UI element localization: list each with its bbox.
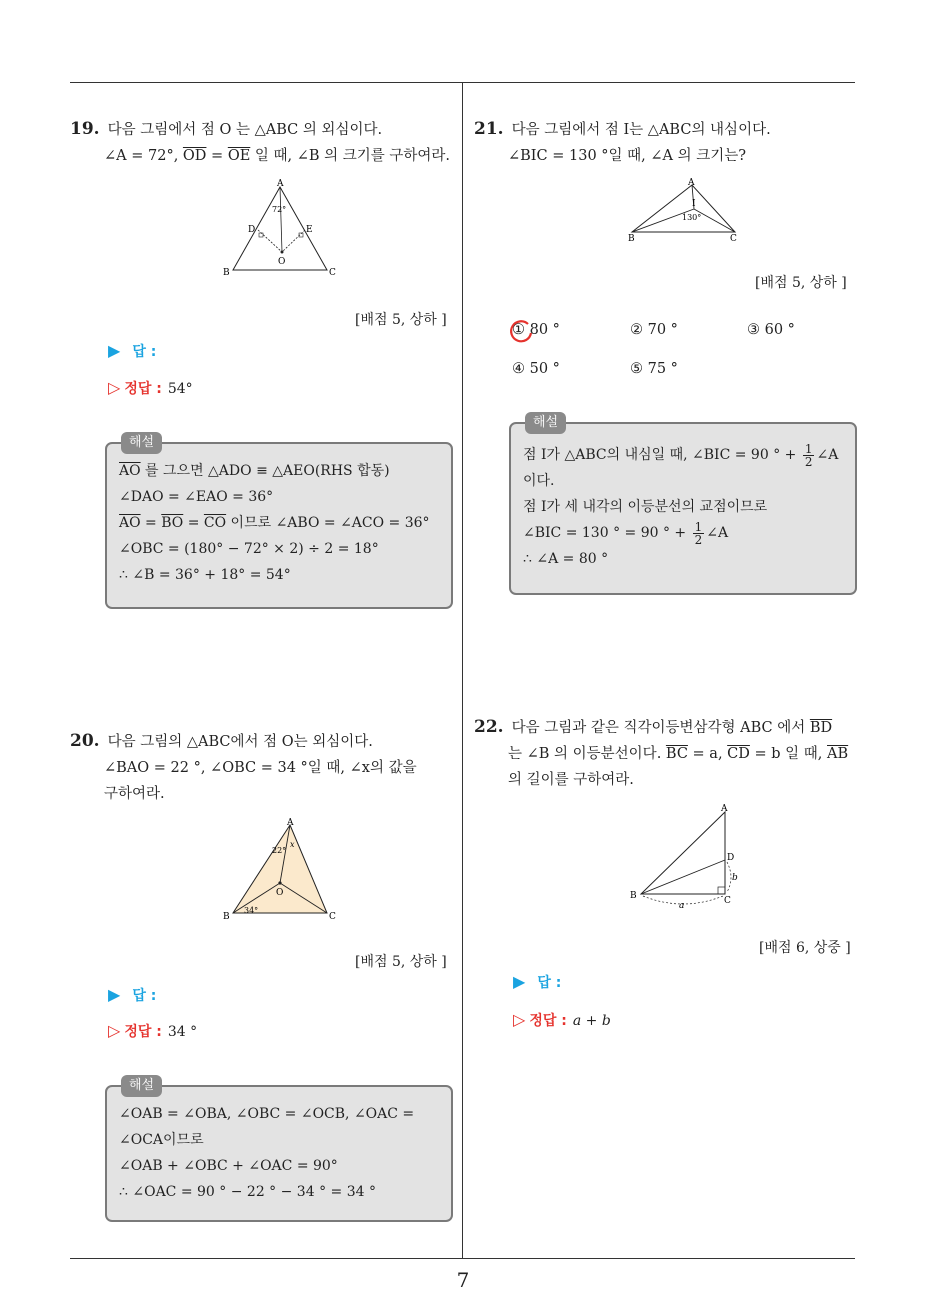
vertex-b: B: [223, 912, 230, 922]
question-prompt: 구하여라.: [104, 786, 165, 802]
choice-2[interactable]: ② 70 °: [630, 322, 678, 338]
question-condition: ∠BAO = 22 °, ∠OBC = 34 °일 때, ∠x의 값을: [104, 760, 417, 776]
point-i: I: [692, 199, 696, 209]
answer-22: ▶ 답 :: [513, 972, 562, 991]
question-19: [70, 116, 450, 169]
page-number: 7: [456, 1268, 470, 1292]
correct-answer-20: ▷ 정답 : 34 °: [108, 1021, 198, 1040]
answer-arrow-icon: ▶: [513, 972, 526, 991]
point-o: O: [278, 257, 286, 267]
question-22: 22. 다음 그림과 같은 직각이등변삼각형 ABC 에서 $\overline{BD}$ 는 ∠B 의 이등분선이다. $\overline{BC} = a$, $\overline{CD} = b$ 일 때, $\overline{AB}$ 의 길이를 구하여라.: [474, 717, 849, 788]
point-e: E: [306, 225, 313, 235]
vertex-c: C: [329, 268, 336, 278]
vertex-b: B: [630, 891, 637, 901]
question-number: 19.: [70, 119, 100, 139]
correct-arrow-icon: ▷: [108, 378, 121, 397]
column-divider: [462, 82, 463, 1258]
vertex-c: C: [724, 896, 731, 906]
score-21: [배점 5, 상하 ]: [755, 275, 847, 291]
explanation-21: 해설 점 I가 △ABC의 내심일 때, ∠BIC = 90 ° + $\frac{1}{2}$ ∠A 이다. 점 I가 세 내각의 이등분선의 교점이므로 ∠BIC = 130 ° = 90 ° + $\frac{1}{2}$ ∠A ∴ ∠A = 80 °: [509, 422, 857, 595]
angle-22-label: 22°: [272, 846, 287, 855]
vertex-c: C: [730, 234, 737, 244]
correct-answer-22: ▷ 정답 : a + b: [513, 1010, 611, 1029]
explanation-title: 해설: [525, 412, 566, 434]
score-19: [배점 5, 상하 ]: [355, 312, 447, 328]
choice-5[interactable]: ⑤ 75 °: [630, 361, 678, 377]
angle-130-label: 130°: [682, 213, 702, 222]
answer-arrow-icon: ▶: [108, 341, 121, 360]
figure-q20: [215, 815, 345, 925]
point-d: D: [727, 853, 735, 863]
vertex-b: B: [628, 234, 635, 244]
vertex-c: C: [329, 912, 336, 922]
answer-20: ▶ 답 :: [108, 985, 157, 1004]
question-condition: ∠A = 72°, $\overline{OD} = \overline{OE}$ 일 때, ∠B 의 크기를 구하여라.: [104, 148, 451, 164]
bottom-rule: [70, 1258, 855, 1259]
vertex-a: A: [287, 818, 294, 828]
score-20: [배점 5, 상하 ]: [355, 954, 447, 970]
question-21: [474, 116, 771, 169]
answer-19: ▶ 답 :: [108, 341, 157, 360]
angle-x-label: x: [290, 840, 295, 849]
question-20: [70, 728, 417, 807]
angle-34-label: 34°: [244, 906, 259, 915]
question-number: 22.: [474, 717, 504, 737]
point-d: D: [248, 225, 256, 235]
vertex-a: A: [721, 804, 728, 814]
choice-1[interactable]: ① 80 °: [512, 322, 560, 338]
vertex-b: B: [223, 268, 230, 278]
point-o: O: [276, 888, 284, 898]
choice-4[interactable]: ④ 50 °: [512, 361, 560, 377]
question-number: 21.: [474, 119, 504, 139]
explanation-title: 해설: [121, 1075, 162, 1097]
length-b-label: b: [732, 873, 738, 883]
correct-answer-19: ▷ 정답 : 54°: [108, 378, 193, 397]
question-condition: ∠BIC = 130 °일 때, ∠A 의 크기는?: [508, 148, 747, 164]
question-text: 다음 그림의 △ABC에서 점 O는 외심이다.: [107, 734, 373, 750]
correct-arrow-icon: ▷: [513, 1010, 526, 1029]
vertex-a: A: [688, 178, 695, 188]
length-a-label: a: [679, 901, 685, 911]
angle-label: 72°: [272, 205, 287, 214]
explanation-title: 해설: [121, 432, 162, 454]
figure-q19: [215, 175, 355, 285]
vertex-a: A: [277, 179, 284, 189]
explanation-20: 해설 ∠OAB = ∠OBA, ∠OBC = ∠OCB, ∠OAC = ∠OCA이므로 ∠OAB + ∠OBC + ∠OAC = 90° ∴ ∠OAC = 90 ° − 22 ° − 34 ° = 34 °: [105, 1085, 453, 1222]
choice-3[interactable]: ③ 60 °: [747, 322, 795, 338]
answer-arrow-icon: ▶: [108, 985, 121, 1004]
question-text: 다음 그림에서 점 I는 △ABC의 내심이다.: [511, 122, 771, 138]
explanation-19: 해설 $\overline{AO}$ 를 그으면 △ADO ≡ △AEO(RHS 합동) ∠DAO = ∠EAO = 36° $\overline{AO} = \overline{BO} = \overline{CO}$ 이므로 ∠ABO = ∠ACO = 36° ∠OBC = (180° − 72° × 2) ÷ 2 = 18° ∴ ∠B = 36° + 18° = 54°: [105, 442, 453, 609]
correct-arrow-icon: ▷: [108, 1021, 121, 1040]
question-text: 다음 그림에서 점 O 는 △ABC 의 외심이다.: [107, 122, 383, 138]
figure-q21: [622, 175, 747, 245]
question-number: 20.: [70, 731, 100, 751]
figure-q22: [625, 800, 750, 915]
score-22: [배점 6, 상중 ]: [759, 940, 851, 956]
